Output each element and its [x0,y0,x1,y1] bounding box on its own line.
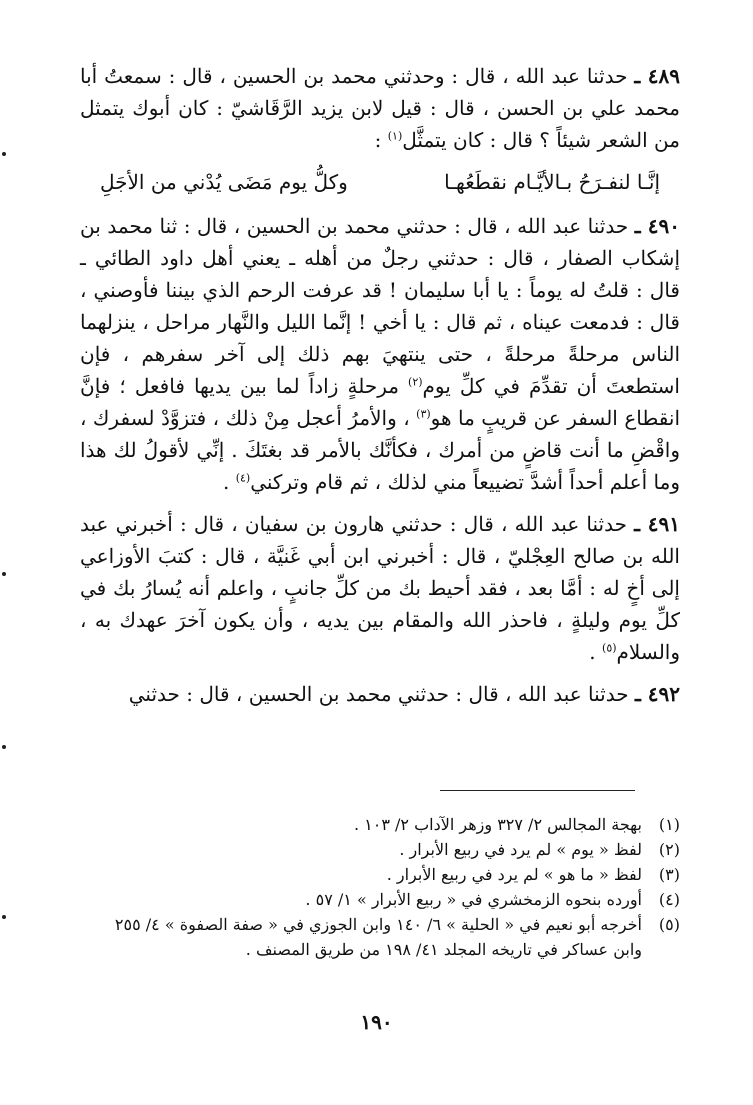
scan-edge-mark [2,572,6,576]
footnote-number: (٣) [658,865,680,884]
footnotes [90,812,680,962]
footnote-number: (٢) [658,840,680,859]
footnote-number: (١) [658,815,680,834]
footnote-number: (٥) [658,915,680,934]
hadith-text-continued: ، والأمرُ أعجل مِنْ ذلك ، فتزوَّدْ لسفرك ، واقْضِ ما أنت قاضٍ من أمرك ، فكأنَّك بالأمر قد بغتَكَ . إنِّي لأقولُ لك هذا وما أعلم أحداً أشدَّ تضييعاً مني لذلك ، ثم قام وتركني [80,406,680,494]
scan-edge-mark [2,745,6,749]
hadith-489 [80,60,680,156]
footnote-ref[interactable]: (١) [387,129,403,143]
scan-edge-mark [2,915,6,919]
hadith-text: حدثنا عبد الله ، قال : وحدثني محمد بن الحسين ، قال : سمعتُ أبا محمد علي بن الحسن ، قال : قيل لابن يزيد الرَّقَاشيّ : كان أبوك يتمثل من الشعر شيئاً ؟ قال : كان يتمثَّل [80,64,680,152]
hadith-number: ٤٩٠ ـ [634,214,681,238]
footnote-item [90,837,680,862]
footnote-text: لفظ « ما هو » لم يرد في ربيع الأبرار . [386,865,642,884]
footnote-item [90,887,680,912]
verse-first-hemistich: إنَّـا لنفـرَحُ بـالأيَّـام نقطَعُهـا [444,170,660,194]
hadith-tail: . [589,640,596,664]
footnote-number: (٤) [658,890,680,909]
hadith-text: حدثنا عبد الله ، قال : حدثني هارون بن سفيان ، قال : أخبرني عبد الله بن صالح العِجْليّ ، قال : أخبرني ابن أبي غَنيَّة ، قال : كتبَ الأوزاعي إلى أخٍ له : أمَّا بعد ، فقد أحيط بك من كلِّ جانبٍ ، واعلم أنه يُسارُ بك في كلِّ يوم وليلةٍ ، فاحذر الله والمقام بين يديه ، وأن يكون آخرَ عهدك به ، والسلام [80,512,680,664]
hadith-number: ٤٩١ ـ [634,512,681,536]
hadith-tail: : [374,128,382,152]
footnote-text: لفظ « يوم » لم يرد في ربيع الأبرار . [399,840,642,859]
hadith-text: حدثنا عبد الله ، قال : حدثني محمد بن الحسين ، قال : ثنا محمد بن إشكاب الصفار ، قال : حدثني رجلٌ من أهله ـ يعني أهل داود الطائي ـ قال : قلتُ له يوماً : يا أبا سليمان ! قد عرفت الرحم الذي بيننا فأوصني ، قال : فدمعت عيناه ، ثم قال : يا أخي ! إنَّما الليل والنَّهار مراحل ، ينزلهما الناس مرحلةً مرحلةً ، حتى ينتهيَ بهم ذلك إلى آخر سفرهم ، فإن استطعتَ أن تقدِّمَ في كلِّ يوم [80,214,680,398]
footnote-item [90,862,680,887]
footnote-item [90,812,680,837]
scan-edge-mark [2,152,6,156]
footnote-text: أخرجه أبو نعيم في « الحلية » ٦/ ١٤٠ وابن الجوزي في « صفة الصفوة » ٤/ ٢٥٥ وابن عساكر في تاريخه المجلد ٤١/ ١٩٨ من طريق المصنف . [114,915,642,959]
footnote-text: بهجة المجالس ٢/ ٣٢٧ وزهر الآداب ٢/ ١٠٣ . [353,815,642,834]
page-number: ١٩٠ [360,1010,393,1034]
verse-second-hemistich: وكلُّ يوم مَضَى يُدْني من الأجَلِ [100,170,348,194]
hadith-491 [80,508,680,668]
footnote-text: أورده بنحوه الزمخشري في « ربيع الأبرار » ١/ ٥٧ . [305,890,642,909]
hadith-text: حدثنا عبد الله ، قال : حدثني محمد بن الحسين ، قال : حدثني [128,682,629,706]
footnote-ref[interactable]: (٥) [602,641,617,655]
poetry-verse [100,166,660,198]
hadith-492 [80,678,680,710]
hadith-tail: . [222,470,230,494]
footnote-separator [440,790,635,791]
main-text [80,60,680,720]
hadith-490 [80,210,680,498]
hadith-number: ٤٨٩ ـ [634,64,681,88]
hadith-text-continued: مرحلةٍ زاداً لما بين يديها فافعل ؛ فإنَّ انقطاع السفر عن قريبٍ ما هو [80,374,681,430]
footnote-ref[interactable]: (٢) [408,375,423,389]
footnote-ref[interactable]: (٣) [416,407,431,421]
hadith-number: ٤٩٢ ـ [634,682,680,706]
footnote-ref[interactable]: (٤) [235,471,251,485]
footnote-item [90,912,680,962]
